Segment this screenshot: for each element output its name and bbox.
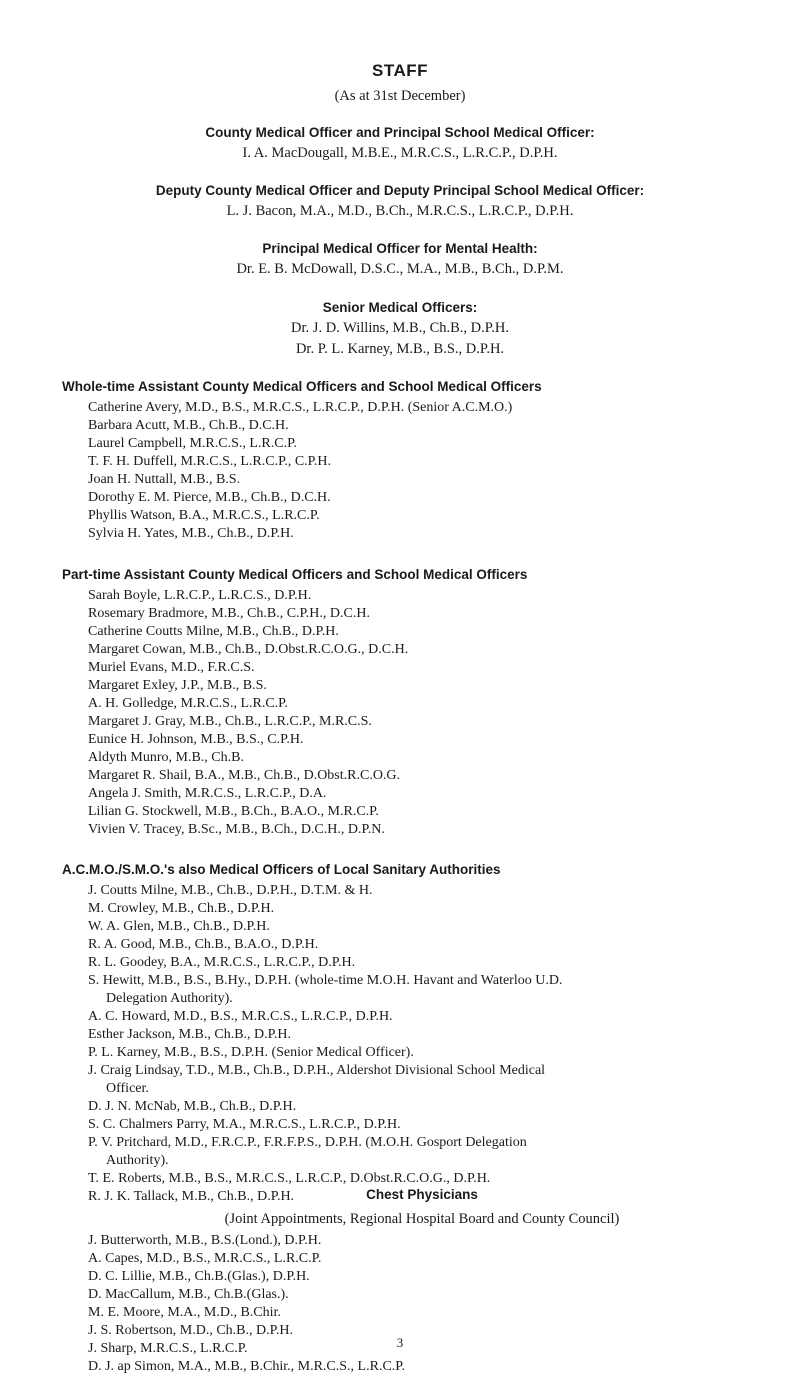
staff-entry: Margaret Cowan, M.B., Ch.B., D.Obst.R.C.O.G., D.C.H.	[88, 642, 409, 657]
staff-entry: T. E. Roberts, M.B., B.S., M.R.C.S., L.R.C.P., D.Obst.R.C.O.G., D.P.H.	[88, 1171, 491, 1186]
officer-heading: Senior Medical Officers:	[322, 300, 478, 315]
staff-entry: M. E. Moore, M.A., M.D., B.Chir.	[88, 1305, 281, 1320]
staff-entry: Aldyth Munro, M.B., Ch.B.	[88, 750, 244, 765]
staff-entry-continuation: Delegation Authority).	[106, 991, 233, 1006]
page-subtitle: (As at 31st December)	[334, 88, 466, 104]
staff-entry: Esther Jackson, M.B., Ch.B., D.P.H.	[88, 1027, 292, 1042]
staff-entry: P. V. Pritchard, M.D., F.R.C.P., F.R.F.P.S., D.P.H. (M.O.H. Gosport Delegation	[88, 1135, 527, 1150]
staff-entry: J. Coutts Milne, M.B., Ch.B., D.P.H., D.T.M. & H.	[88, 883, 373, 898]
staff-entry: S. Hewitt, M.B., B.S., B.Hy., D.P.H. (whole-time M.O.H. Havant and Waterloo U.D.	[88, 973, 563, 988]
staff-entry: P. L. Karney, M.B., B.S., D.P.H. (Senior Medical Officer).	[88, 1045, 414, 1060]
staff-entry: Rosemary Bradmore, M.B., Ch.B., C.P.H., D.C.H.	[88, 606, 370, 621]
officer-heading: Deputy County Medical Officer and Deputy Principal School Medical Officer:	[155, 183, 645, 198]
staff-entry: Margaret R. Shail, B.A., M.B., Ch.B., D.Obst.R.C.O.G.	[88, 768, 401, 783]
staff-entry: Catherine Coutts Milne, M.B., Ch.B., D.P.H.	[88, 624, 339, 639]
staff-entry: Laurel Campbell, M.R.C.S., L.R.C.P.	[88, 436, 297, 451]
staff-entry: Muriel Evans, M.D., F.R.C.S.	[88, 660, 255, 675]
officer-name: I. A. MacDougall, M.B.E., M.R.C.S., L.R.C.P., D.P.H.	[242, 145, 558, 161]
officer-name: Dr. E. B. McDowall, D.S.C., M.A., M.B., B.Ch., D.P.M.	[236, 261, 564, 277]
staff-entry: Lilian G. Stockwell, M.B., B.Ch., B.A.O., M.R.C.P.	[88, 804, 379, 819]
officer-block-mental-health	[0, 238, 800, 280]
staff-entry: J. Sharp, M.R.C.S., L.R.C.P.	[88, 1341, 248, 1356]
officer-block-senior	[0, 297, 800, 360]
staff-entry: A. Capes, M.D., B.S., M.R.C.S., L.R.C.P.	[88, 1251, 322, 1266]
staff-entry: Phyllis Watson, B.A., M.R.C.S., L.R.C.P.	[88, 508, 320, 523]
staff-entry: Angela J. Smith, M.R.C.S., L.R.C.P., D.A.	[88, 786, 327, 801]
officer-name: L. J. Bacon, M.A., M.D., B.Ch., M.R.C.S., L.R.C.P., D.P.H.	[226, 203, 574, 219]
section-note: (Joint Appointments, Regional Hospital Board and County Council)	[224, 1211, 620, 1227]
staff-entry: Joan H. Nuttall, M.B., B.S.	[88, 472, 241, 487]
officer-name: Dr. J. D. Willins, M.B., Ch.B., D.P.H.	[291, 320, 509, 336]
parttime-section	[62, 566, 782, 839]
staff-entry: Sarah Boyle, L.R.C.P., L.R.C.S., D.P.H.	[88, 588, 312, 603]
staff-entry: R. L. Goodey, B.A., M.R.C.S., L.R.C.P., D.P.H.	[88, 955, 356, 970]
officer-heading: County Medical Officer and Principal School Medical Officer:	[205, 125, 595, 140]
staff-entry: Catherine Avery, M.D., B.S., M.R.C.S., L.R.C.P., D.P.H. (Senior A.C.M.O.)	[88, 400, 513, 415]
staff-entry: Sylvia H. Yates, M.B., Ch.B., D.P.H.	[88, 526, 294, 541]
staff-entry: Eunice H. Johnson, M.B., B.S., C.P.H.	[88, 732, 304, 747]
staff-entry: D. J. N. McNab, M.B., Ch.B., D.P.H.	[88, 1099, 297, 1114]
officer-heading: Principal Medical Officer for Mental Health:	[262, 241, 538, 256]
staff-entry: R. A. Good, M.B., Ch.B., B.A.O., D.P.H.	[88, 937, 319, 952]
section-heading: Whole-time Assistant County Medical Officers and School Medical Officers	[62, 379, 542, 394]
staff-entry: Vivien V. Tracey, B.Sc., M.B., B.Ch., D.C.H., D.P.N.	[88, 822, 385, 837]
wholetime-section	[62, 378, 782, 543]
staff-entry: R. J. K. Tallack, M.B., Ch.B., D.P.H.	[88, 1189, 295, 1204]
staff-entry: W. A. Glen, M.B., Ch.B., D.P.H.	[88, 919, 270, 934]
section-heading: Part-time Assistant County Medical Officers and School Medical Officers	[62, 567, 528, 582]
officer-name: Dr. P. L. Karney, M.B., B.S., D.P.H.	[295, 341, 505, 357]
staff-entry: J. S. Robertson, M.D., Ch.B., D.P.H.	[88, 1323, 293, 1338]
staff-entry: Margaret J. Gray, M.B., Ch.B., L.R.C.P., M.R.C.S.	[88, 714, 372, 729]
officer-block-deputy	[0, 180, 800, 222]
staff-entry: S. C. Chalmers Parry, M.A., M.R.C.S., L.R.C.P., D.P.H.	[88, 1117, 401, 1132]
staff-entry-continuation: Officer.	[106, 1081, 149, 1096]
staff-entry: Margaret Exley, J.P., M.B., B.S.	[88, 678, 267, 693]
staff-entry: Barbara Acutt, M.B., Ch.B., D.C.H.	[88, 418, 289, 433]
staff-entry: Dorothy E. M. Pierce, M.B., Ch.B., D.C.H.	[88, 490, 331, 505]
staff-entry: D. MacCallum, M.B., Ch.B.(Glas.).	[88, 1287, 289, 1302]
staff-entry: T. F. H. Duffell, M.R.C.S., L.R.C.P., C.P.H.	[88, 454, 332, 469]
section-heading: Chest Physicians	[366, 1187, 478, 1202]
staff-entry: D. C. Lillie, M.B., Ch.B.(Glas.), D.P.H.	[88, 1269, 310, 1284]
sanitary-section	[62, 861, 782, 1206]
staff-entry: M. Crowley, M.B., Ch.B., D.P.H.	[88, 901, 275, 916]
section-heading: A.C.M.O./S.M.O.'s also Medical Officers of Local Sanitary Authorities	[62, 862, 501, 877]
staff-entry-continuation: Authority).	[106, 1153, 169, 1168]
staff-entry: A. H. Golledge, M.R.C.S., L.R.C.P.	[88, 696, 288, 711]
staff-entry: A. C. Howard, M.D., B.S., M.R.C.S., L.R.C.P., D.P.H.	[88, 1009, 393, 1024]
page-title: STAFF	[371, 61, 428, 80]
page-number: 3	[396, 1335, 404, 1350]
officer-block-cmo	[0, 122, 800, 164]
staff-entry: D. J. ap Simon, M.A., M.B., B.Chir., M.R.C.S., L.R.C.P.	[88, 1359, 406, 1374]
staff-entry: J. Craig Lindsay, T.D., M.B., Ch.B., D.P.H., Aldershot Divisional School Medical	[88, 1063, 546, 1078]
staff-entry: J. Butterworth, M.B., B.S.(Lond.), D.P.H.	[88, 1233, 322, 1248]
